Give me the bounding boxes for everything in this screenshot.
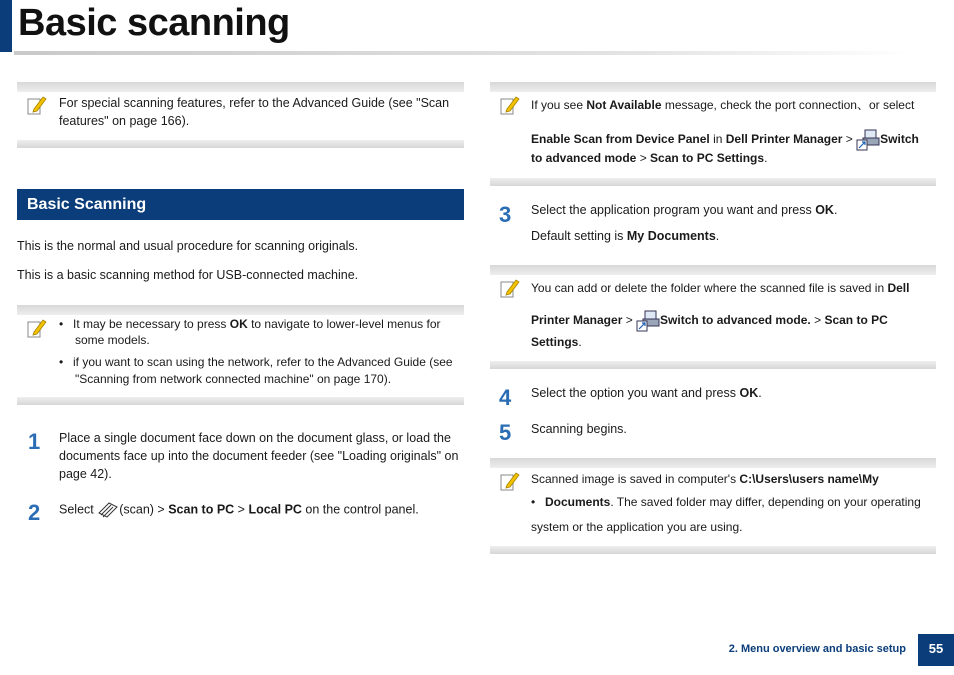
note-bold-text: Scan to PC bbox=[824, 313, 888, 328]
step-number: 1 bbox=[28, 429, 41, 454]
note-top-band bbox=[490, 458, 936, 468]
printer-manager-icon bbox=[636, 310, 660, 332]
step-bold-text: Local PC bbox=[248, 502, 302, 517]
bullet-dot: • bbox=[59, 355, 64, 369]
step-text-line bbox=[531, 201, 837, 219]
note-pencil-icon bbox=[498, 94, 520, 118]
note-text: to navigate to lower-level menus for bbox=[247, 317, 441, 331]
note-bold-text: Printer Manager bbox=[531, 313, 623, 328]
note-bullet-item bbox=[531, 493, 921, 511]
step-number: 5 bbox=[499, 420, 512, 445]
intro-paragraph: This is a basic scanning method for USB-connected machine. bbox=[17, 268, 359, 282]
title-accent-bar bbox=[0, 0, 12, 52]
step-text: . bbox=[715, 229, 720, 243]
note-text-line bbox=[531, 149, 767, 167]
section-heading: Basic Scanning bbox=[17, 189, 464, 220]
note-text-line: "Scanning from network connected machine" on page 170). bbox=[75, 372, 392, 386]
note-text-line: system or the application you are using. bbox=[531, 520, 743, 534]
page-title: Basic scanning bbox=[18, 2, 290, 44]
note-bold-text: C:\Users\users name\My bbox=[739, 472, 879, 486]
note-bottom-band bbox=[490, 361, 936, 369]
note-text: . bbox=[578, 335, 582, 349]
note-text-line: features" on page 166). bbox=[59, 114, 190, 128]
note-text: > bbox=[842, 132, 857, 147]
step-text: Select bbox=[59, 502, 98, 517]
note-text: If you see bbox=[531, 98, 587, 112]
note-pencil-icon bbox=[498, 470, 520, 494]
note-text-line bbox=[531, 129, 919, 151]
note-text: > bbox=[636, 151, 651, 165]
note-box-ok-network bbox=[17, 305, 464, 405]
printer-manager-icon bbox=[856, 129, 880, 151]
note-box-saved-location bbox=[490, 458, 936, 554]
bullet-dot: • bbox=[59, 317, 64, 331]
note-pencil-icon bbox=[25, 317, 47, 341]
note-text: in bbox=[709, 132, 726, 147]
note-bold-text: Switch to advanced mode. bbox=[660, 313, 811, 328]
step-bold-text: OK bbox=[815, 203, 834, 217]
note-text-line bbox=[531, 310, 888, 332]
step-text-line: Scanning begins. bbox=[531, 422, 627, 436]
note-text: . The saved folder may differ, depending on your operating bbox=[610, 495, 921, 509]
intro-paragraph: This is the normal and usual procedure for scanning originals. bbox=[17, 239, 359, 253]
note-text: message, check the port connection、or select bbox=[661, 98, 915, 112]
note-text: > bbox=[622, 313, 637, 328]
step-text: Select the option you want and press bbox=[531, 386, 740, 400]
note-text-line bbox=[531, 333, 582, 351]
step-text: Select the application program you want and press bbox=[531, 203, 816, 217]
note-text-line bbox=[531, 96, 914, 114]
note-bullet-item bbox=[59, 353, 453, 371]
step-number: 3 bbox=[499, 202, 512, 227]
step-number: 4 bbox=[499, 385, 512, 410]
note-top-band bbox=[490, 82, 936, 92]
note-box-folder bbox=[490, 265, 936, 369]
note-text: if you want to scan using the network, refer to the Advanced Guide (see bbox=[73, 355, 453, 369]
note-bold-text: Documents bbox=[545, 495, 611, 509]
note-bold-text: Switch bbox=[880, 132, 919, 147]
step-text: > bbox=[234, 502, 249, 517]
note-text-line bbox=[531, 470, 879, 488]
note-bold-text: Scan to PC Settings bbox=[650, 151, 765, 165]
note-text: Scanned image is saved in computer's bbox=[531, 472, 740, 486]
note-bold-text: Settings bbox=[531, 335, 579, 349]
note-bold-text: Dell Printer Manager bbox=[725, 132, 843, 147]
note-bold-text: Not Available bbox=[586, 98, 662, 112]
step-bold-text: My Documents bbox=[626, 229, 716, 243]
step-number: 2 bbox=[28, 500, 41, 525]
step-text: . bbox=[833, 203, 838, 217]
note-top-band bbox=[17, 305, 464, 315]
note-top-band bbox=[490, 265, 936, 275]
note-top-band bbox=[17, 82, 464, 92]
step-text-line: Place a single document face down on the document glass, or load the bbox=[59, 431, 451, 445]
step-text: (scan) > bbox=[119, 502, 169, 517]
note-bold-text: Enable Scan from Device Panel bbox=[531, 132, 710, 147]
scan-icon bbox=[97, 499, 119, 521]
step-text-line bbox=[531, 384, 762, 402]
step-text-line: page 42). bbox=[59, 467, 112, 481]
note-pencil-icon bbox=[498, 277, 520, 301]
note-text-line bbox=[531, 279, 909, 297]
step-text: . bbox=[758, 386, 762, 400]
note-text: It may be necessary to press bbox=[73, 317, 230, 331]
step-bold-text: OK bbox=[739, 386, 759, 400]
step-text-line bbox=[59, 499, 419, 521]
note-bold-text: Dell bbox=[887, 281, 910, 295]
note-box-advanced-guide bbox=[17, 82, 464, 148]
note-bold-text: OK bbox=[229, 317, 248, 331]
note-text: You can add or delete the folder where the scanned file is saved in bbox=[531, 281, 888, 295]
footer-chapter-title: 2. Menu overview and basic setup bbox=[728, 643, 906, 655]
step-text-line: documents face up into the document feeder (see "Loading originals" on bbox=[59, 449, 459, 463]
note-text-line: some models. bbox=[75, 333, 150, 347]
note-text: > bbox=[810, 313, 825, 328]
note-box-not-available bbox=[490, 82, 936, 186]
step-bold-text: Scan to PC bbox=[168, 502, 235, 517]
note-bold-text: to advanced mode bbox=[531, 151, 637, 165]
note-bottom-band bbox=[17, 397, 464, 405]
title-divider bbox=[14, 51, 914, 55]
note-bottom-band bbox=[490, 546, 936, 554]
page-number: 55 bbox=[918, 634, 954, 666]
note-pencil-icon bbox=[25, 94, 47, 118]
bullet-dot: • bbox=[531, 495, 536, 509]
note-text-line: For special scanning features, refer to the Advanced Guide (see "Scan bbox=[59, 96, 450, 110]
step-text: on the control panel. bbox=[301, 502, 419, 517]
note-text: . bbox=[764, 151, 768, 165]
note-bottom-band bbox=[17, 140, 464, 148]
note-bottom-band bbox=[490, 178, 936, 186]
step-text: Default setting is bbox=[531, 229, 627, 243]
step-text-line bbox=[531, 227, 719, 245]
